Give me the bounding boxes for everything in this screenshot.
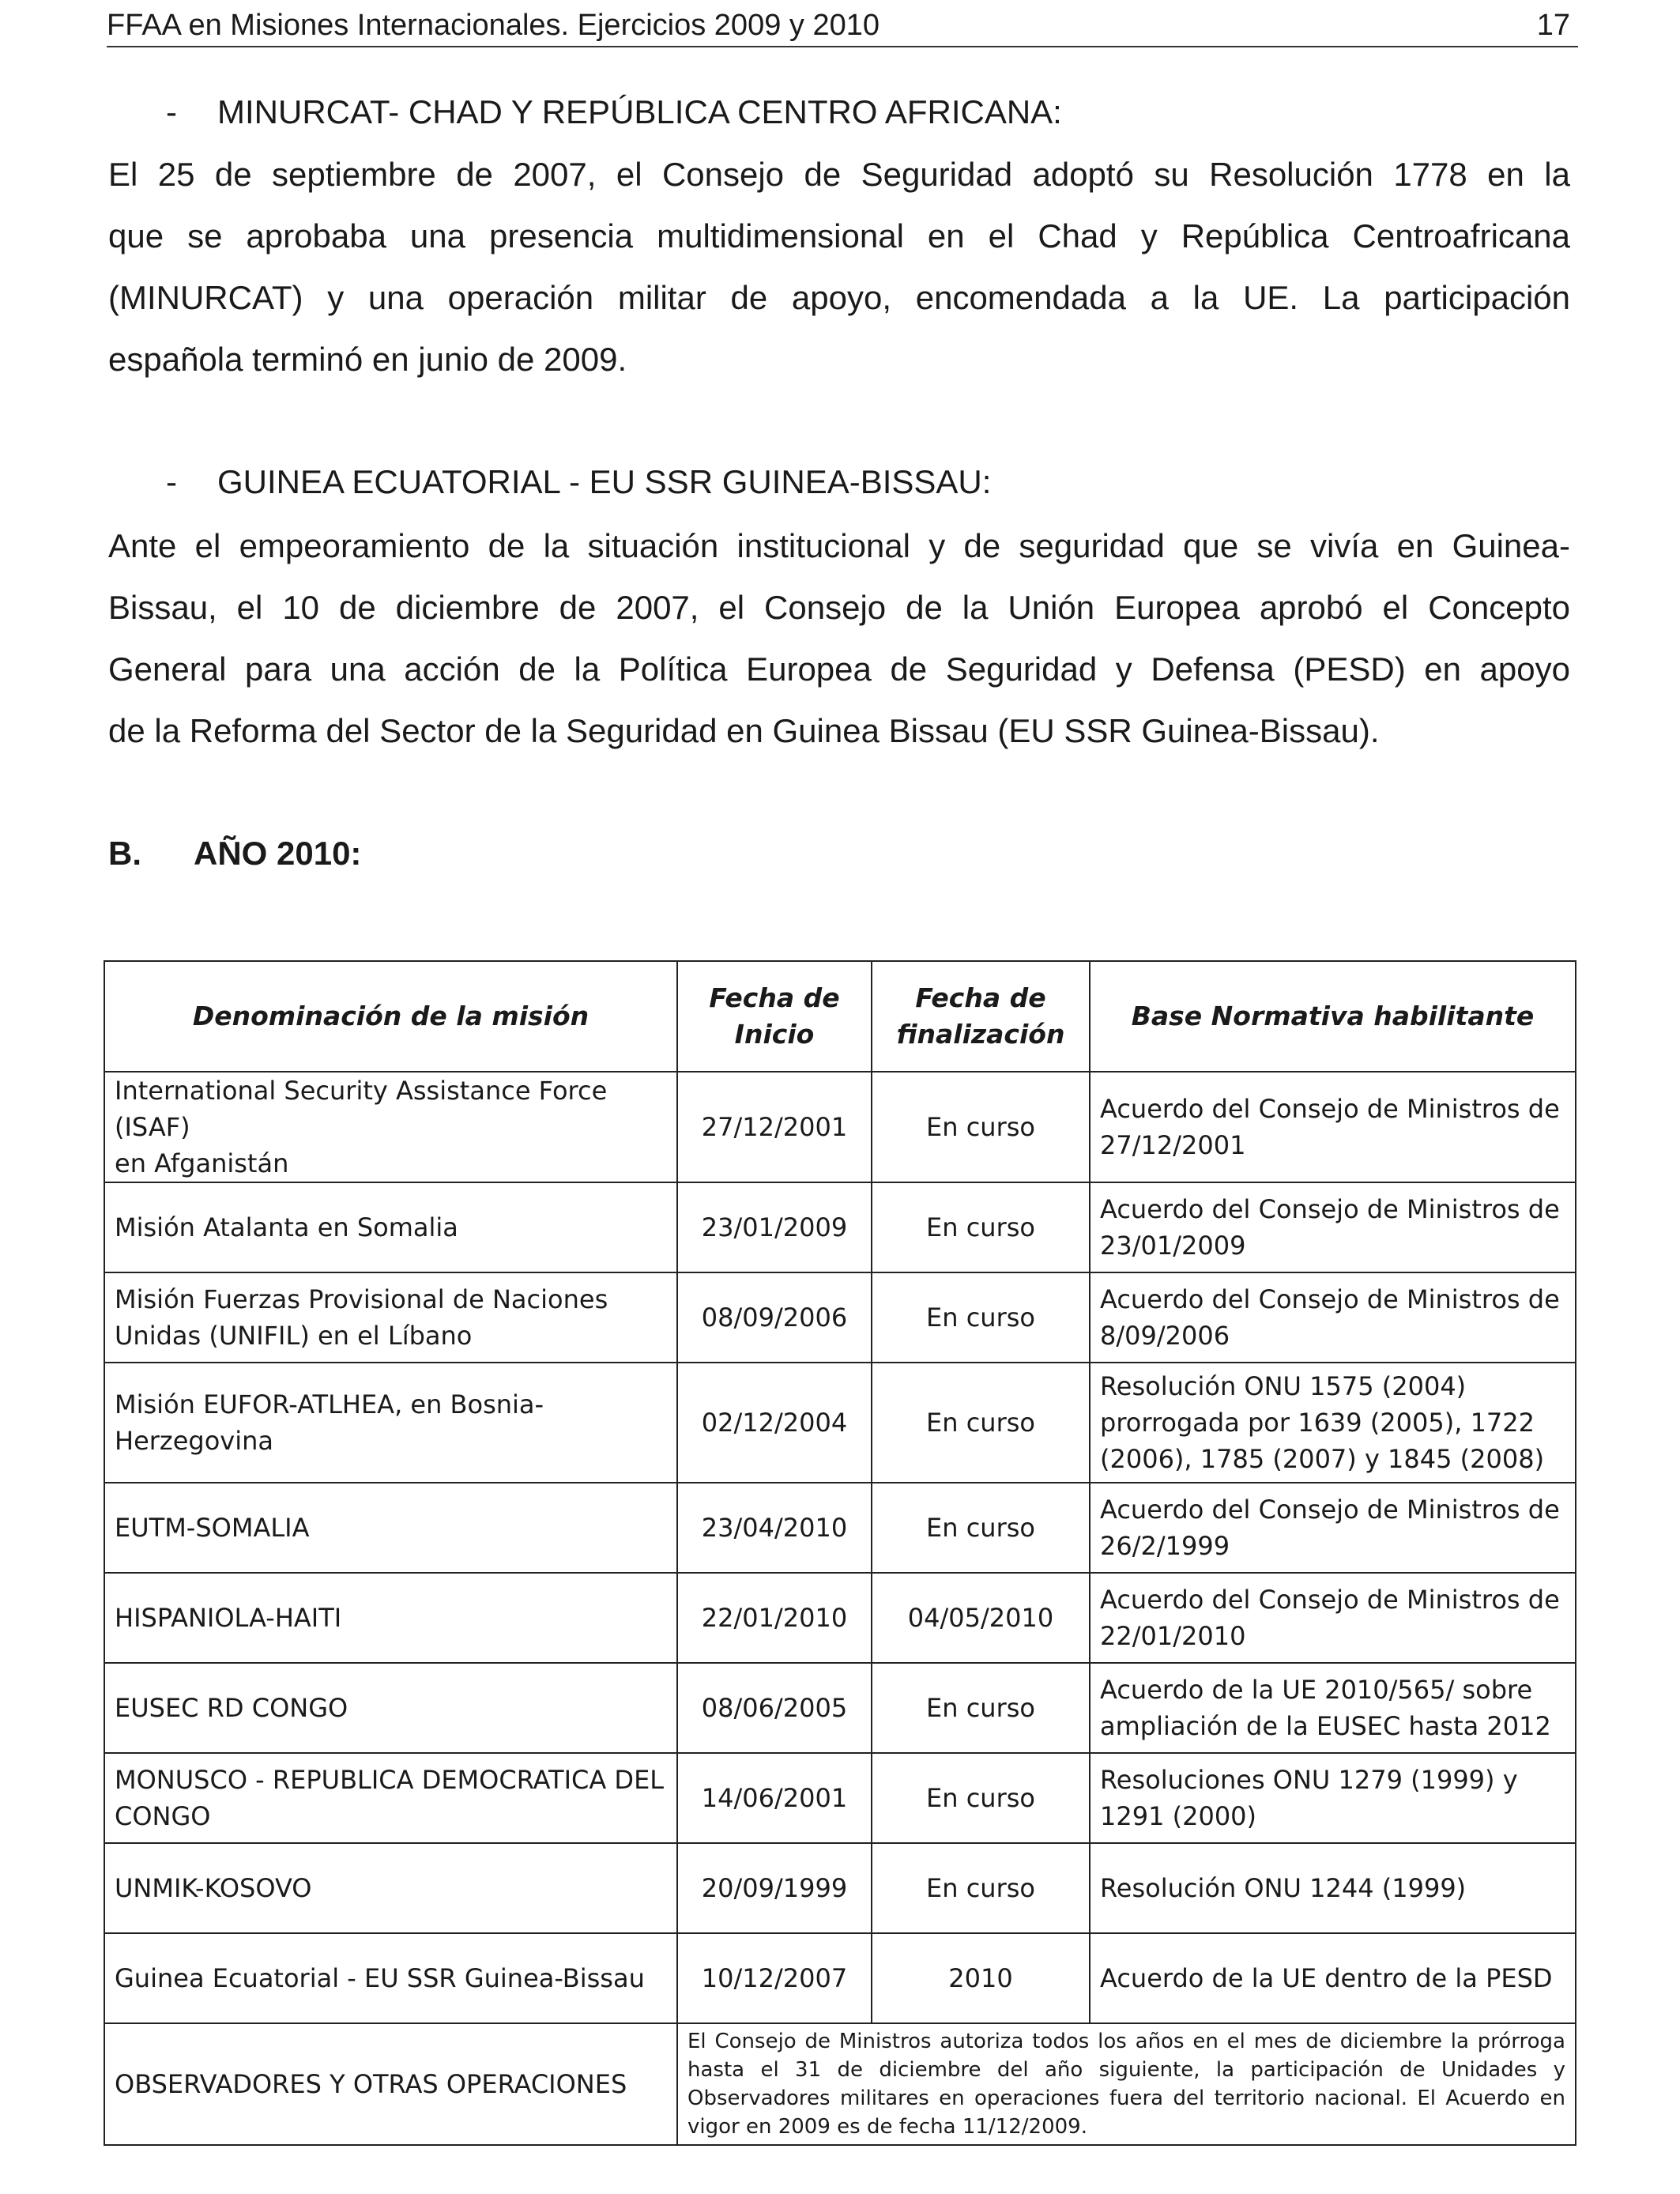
cell-mission: HISPANIOLA-HAITI	[104, 1573, 677, 1663]
cell-start-date: 23/01/2009	[677, 1182, 872, 1272]
paragraph-line: española terminó en junio de 2009.	[108, 341, 627, 378]
cell-mission: Misión Fuerzas Provisional de Naciones Unidas (UNIFIL) en el Líbano	[104, 1272, 677, 1363]
table-row	[104, 1843, 1576, 1933]
cell-start-date: 08/06/2005	[677, 1663, 872, 1753]
missions-table	[104, 960, 1576, 2146]
cell-observers-note: El Consejo de Ministros autoriza todos los años en el mes de diciembre la prórroga hasta el 31 de diciembre del año siguiente, la participación de Unidades y Observadores militares en operaciones fuera del territorio nacional. El Acuerdo en vigor en 2009 es de fecha 11/12/2009.	[677, 2023, 1576, 2145]
cell-mission: International Security Assistance Force (ISAF) en Afganistán	[104, 1072, 677, 1182]
section-heading-guinea	[166, 458, 991, 506]
table-row	[104, 1573, 1576, 1663]
cell-end-date: En curso	[872, 1363, 1090, 1483]
cell-mission: UNMIK-KOSOVO	[104, 1843, 677, 1933]
cell-end-date: En curso	[872, 1272, 1090, 1363]
paragraph-minurcat	[108, 144, 1570, 390]
cell-end-date: En curso	[872, 1663, 1090, 1753]
cell-end-date: En curso	[872, 1182, 1090, 1272]
table-row	[104, 1483, 1576, 1573]
cell-mission: Misión Atalanta en Somalia	[104, 1182, 677, 1272]
page-number: 17	[1536, 9, 1570, 42]
cell-legal-basis: Resolución ONU 1244 (1999)	[1090, 1843, 1576, 1933]
cell-legal-basis: Acuerdo del Consejo de Ministros de 22/01/2010	[1090, 1573, 1576, 1663]
table-header-row	[104, 961, 1576, 1072]
page-header	[107, 5, 1578, 47]
table-row	[104, 1072, 1576, 1182]
section-heading-minurcat	[166, 89, 1062, 136]
paragraph-line: General para una acción de la Política Europea de Seguridad y Defensa (PESD) en apoyo	[108, 650, 1570, 688]
cell-start-date: 20/09/1999	[677, 1843, 872, 1933]
cell-legal-basis: Acuerdo del Consejo de Ministros de 26/2/1999	[1090, 1483, 1576, 1573]
column-header-start-date: Fecha de Inicio	[677, 961, 872, 1072]
cell-start-date: 08/09/2006	[677, 1272, 872, 1363]
cell-end-date: En curso	[872, 1753, 1090, 1843]
cell-mission: Misión EUFOR-ATLHEA, en Bosnia- Herzegovina	[104, 1363, 677, 1483]
cell-mission: EUSEC RD CONGO	[104, 1663, 677, 1753]
bullet-dash: -	[166, 463, 177, 500]
column-header-legal-basis: Base Normativa habilitante	[1090, 961, 1576, 1072]
paragraph-line: Ante el empeoramiento de la situación institucional y de seguridad que se vivía en Guinea-	[108, 527, 1570, 564]
bullet-dash: -	[166, 93, 177, 130]
paragraph-line: que se aprobaba una presencia multidimensional en el Chad y República Centroafricana	[108, 217, 1570, 254]
paragraph-line: de la Reforma del Sector de la Seguridad en Guinea Bissau (EU SSR Guinea-Bissau).	[108, 712, 1380, 749]
cell-legal-basis: Acuerdo del Consejo de Ministros de 8/09/2006	[1090, 1272, 1576, 1363]
column-header-mission: Denominación de la misión	[104, 961, 677, 1072]
paragraph-guinea	[108, 515, 1570, 762]
cell-legal-basis: Acuerdo de la UE dentro de la PESD	[1090, 1933, 1576, 2023]
table-row-observers	[104, 2023, 1576, 2145]
cell-legal-basis: Resoluciones ONU 1279 (1999) y 1291 (2000)	[1090, 1753, 1576, 1843]
cell-mission: OBSERVADORES Y OTRAS OPERACIONES	[104, 2023, 677, 2145]
year-heading-text: AÑO 2010:	[194, 835, 362, 872]
table-row	[104, 1663, 1576, 1753]
cell-end-date: En curso	[872, 1072, 1090, 1182]
document-title: FFAA en Misiones Internacionales. Ejercicios 2009 y 2010	[107, 9, 880, 42]
cell-legal-basis: Acuerdo del Consejo de Ministros de 27/12/2001	[1090, 1072, 1576, 1182]
table-row	[104, 1753, 1576, 1843]
section-heading-text: GUINEA ECUATORIAL - EU SSR GUINEA-BISSAU:	[217, 463, 992, 500]
cell-end-date: En curso	[872, 1843, 1090, 1933]
cell-end-date: 04/05/2010	[872, 1573, 1090, 1663]
paragraph-line: (MINURCAT) y una operación militar de apoyo, encomendada a la UE. La participación	[108, 279, 1570, 316]
cell-start-date: 14/06/2001	[677, 1753, 872, 1843]
cell-start-date: 27/12/2001	[677, 1072, 872, 1182]
column-header-end-date: Fecha de finalización	[872, 961, 1090, 1072]
table-row	[104, 1272, 1576, 1363]
cell-legal-basis: Acuerdo del Consejo de Ministros de 23/01/2009	[1090, 1182, 1576, 1272]
cell-legal-basis: Resolución ONU 1575 (2004) prorrogada por 1639 (2005), 1722 (2006), 1785 (2007) y 1845 (2008)	[1090, 1363, 1576, 1483]
cell-start-date: 02/12/2004	[677, 1363, 872, 1483]
paragraph-line: Bissau, el 10 de diciembre de 2007, el Consejo de la Unión Europea aprobó el Concepto	[108, 589, 1570, 626]
cell-start-date: 10/12/2007	[677, 1933, 872, 2023]
table-row	[104, 1933, 1576, 2023]
cell-mission: EUTM-SOMALIA	[104, 1483, 677, 1573]
cell-legal-basis: Acuerdo de la UE 2010/565/ sobre ampliación de la EUSEC hasta 2012	[1090, 1663, 1576, 1753]
year-heading-letter: B.	[108, 835, 141, 872]
cell-start-date: 22/01/2010	[677, 1573, 872, 1663]
cell-end-date: 2010	[872, 1933, 1090, 2023]
cell-mission: MONUSCO - REPUBLICA DEMOCRATICA DEL CONGO	[104, 1753, 677, 1843]
cell-start-date: 23/04/2010	[677, 1483, 872, 1573]
section-heading-text: MINURCAT- CHAD Y REPÚBLICA CENTRO AFRICANA:	[217, 93, 1062, 130]
table-row	[104, 1182, 1576, 1272]
cell-end-date: En curso	[872, 1483, 1090, 1573]
table-row	[104, 1363, 1576, 1483]
paragraph-line: El 25 de septiembre de 2007, el Consejo de Seguridad adoptó su Resolución 1778 en la	[108, 156, 1570, 193]
year-heading	[108, 830, 361, 877]
cell-mission: Guinea Ecuatorial - EU SSR Guinea-Bissau	[104, 1933, 677, 2023]
